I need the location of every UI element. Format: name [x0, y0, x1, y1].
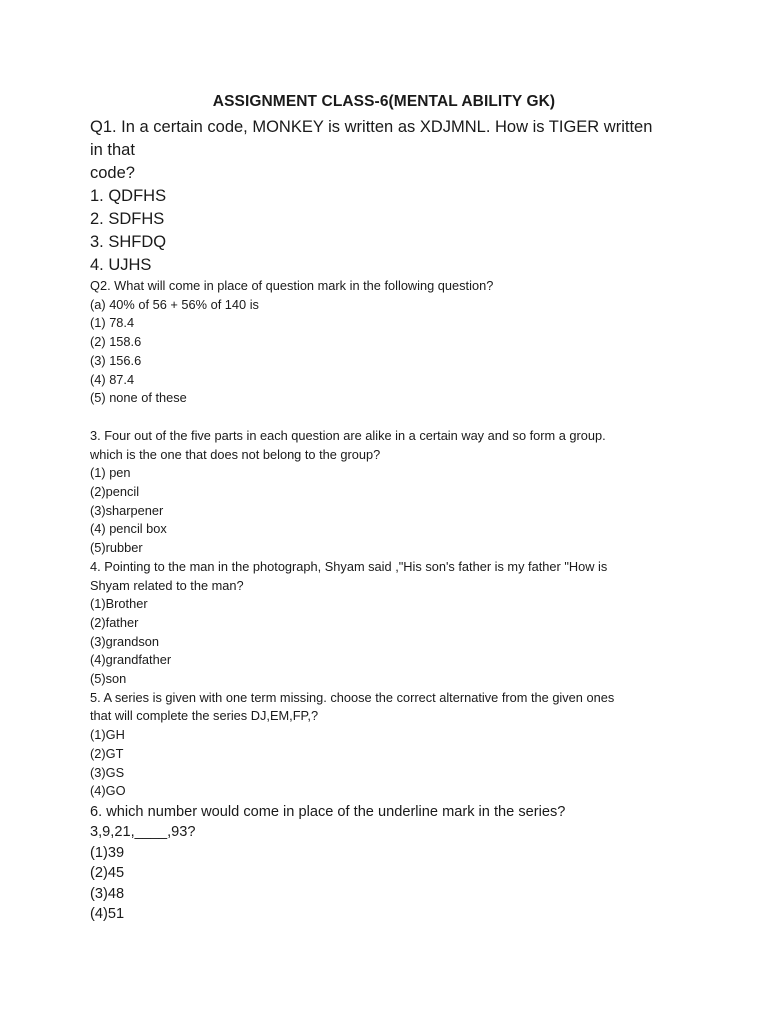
question-1-option: 1. QDFHS [90, 187, 167, 205]
question-2-text-line: (a) 40% of 56 + 56% of 140 is [90, 296, 259, 312]
question-6-text-line: 3,9,21,____,93? [90, 824, 196, 841]
questions-2-to-5 [90, 277, 690, 801]
question-1-text-line: code? [90, 164, 135, 182]
question-1-option: 4. UJHS [90, 256, 152, 274]
question-4-text-line: 4. Pointing to the man in the photograph, Shyam said ,"His son's father is my father "How is [90, 558, 608, 574]
question-5-option: (3)GS [90, 764, 125, 780]
question-6-option: (1)39 [90, 844, 125, 861]
question-6-option: (3)48 [90, 885, 125, 902]
question-2-option: (3) 156.6 [90, 352, 142, 368]
question-3-option: (1) pen [90, 465, 131, 481]
question-3-option: (3)sharpener [90, 502, 164, 518]
question-1-option: 2. SDFHS [90, 210, 165, 228]
question-5-text-line: 5. A series is given with one term missing. choose the correct alternative from the given ones [90, 689, 615, 705]
question-3-option: (4) pencil box [90, 521, 167, 537]
question-3-option: (5)rubber [90, 540, 143, 556]
question-3-text-line: which is the one that does not belong to the group? [90, 446, 381, 462]
question-2-option: (2) 158.6 [90, 334, 142, 350]
question-6 [90, 802, 690, 924]
question-4-option: (1)Brother [90, 596, 148, 612]
question-4-option: (4)grandfather [90, 652, 172, 668]
question-5-option: (1)GH [90, 727, 125, 743]
question-2-option: (4) 87.4 [90, 371, 135, 387]
question-1-text-line: in that [90, 141, 135, 159]
question-6-option: (4)51 [90, 906, 125, 923]
question-2-option: (5) none of these [90, 390, 187, 406]
question-4 [90, 558, 690, 689]
question-5-option: (4)GO [90, 783, 126, 799]
question-4-text-line: Shyam related to the man? [90, 577, 244, 593]
question-1 [90, 116, 690, 277]
blank-line [90, 408, 690, 427]
page-title: ASSIGNMENT CLASS-6(MENTAL ABILITY GK) [212, 93, 556, 110]
question-3 [90, 427, 690, 558]
question-4-option: (2)father [90, 614, 139, 630]
question-2-option: (1) 78.4 [90, 315, 135, 331]
question-3-text-line: 3. Four out of the five parts in each question are alike in a certain way and so form a group. [90, 427, 606, 443]
question-1-option: 3. SHFDQ [90, 233, 167, 251]
question-5-option: (2)GT [90, 745, 124, 761]
question-5-text-line: that will complete the series DJ,EM,FP,? [90, 708, 319, 724]
question-6-option: (2)45 [90, 865, 125, 882]
question-6-text-line: 6. which number would come in place of the underline mark in the series? [90, 804, 566, 820]
question-5 [90, 689, 690, 801]
question-4-option: (5)son [90, 671, 127, 687]
question-4-option: (3)grandson [90, 633, 160, 649]
question-1-text-line: Q1. In a certain code, MONKEY is written as XDJMNL. How is TIGER written [90, 118, 653, 136]
question-2 [90, 277, 690, 408]
question-2-text-line: Q2. What will come in place of question mark in the following question? [90, 278, 494, 293]
question-3-option: (2)pencil [90, 484, 140, 500]
